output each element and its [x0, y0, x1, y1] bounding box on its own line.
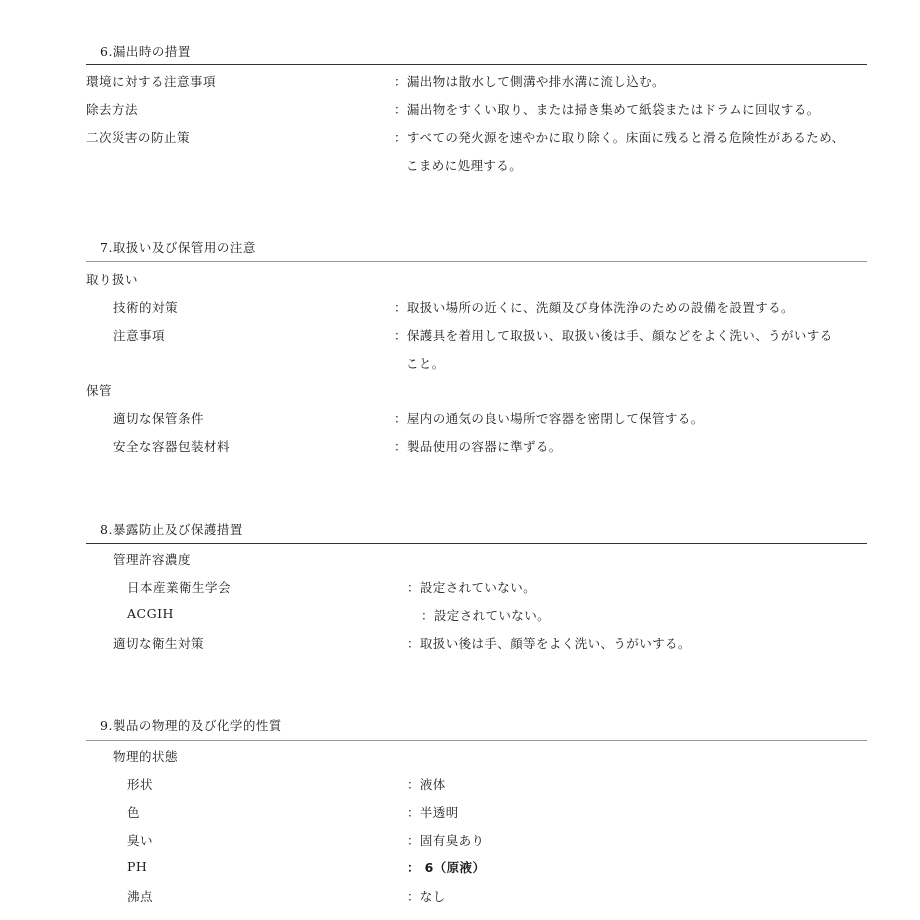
s7-label-caution: 注意事項 [113, 328, 166, 343]
s9-label-color: 色 [127, 805, 141, 820]
s6-value-environment: ：漏出物は散水して側溝や排水溝に流し込む。 [394, 74, 665, 89]
s7-value-caution-cont: こと。 [406, 356, 445, 371]
s9-value-odor: ：固有臭あり [407, 833, 485, 848]
s7-value-technical: ：取扱い場所の近くに、洗顔及び身体洗浄のための設備を設置する。 [394, 300, 794, 315]
s7-label-technical: 技術的対策 [113, 300, 179, 315]
s9-label-ph: PH [127, 859, 148, 874]
s9-label-boiling: 沸点 [127, 889, 154, 904]
section-6-title: 6.漏出時の措置 [100, 44, 191, 59]
section-7-rule [86, 261, 867, 262]
s9-value-color: ：半透明 [407, 805, 459, 820]
section-8-title: 8.暴露防止及び保護措置 [100, 522, 243, 537]
s9-value-boiling: ：なし [407, 889, 446, 904]
s7-handling-heading: 取り扱い [86, 272, 139, 287]
s7-label-container: 安全な容器包装材料 [113, 439, 231, 454]
s8-value-hygiene: ：取扱い後は手、顔等をよく洗い、うがいする。 [407, 636, 691, 651]
section-6-rule [86, 64, 867, 65]
s6-value-secondary: ：すべての発火源を速やかに取り除く。床面に残ると滑る危険性があるため、 [394, 130, 845, 145]
section-8-rule [86, 543, 867, 544]
s8-label-hygiene: 適切な衛生対策 [113, 636, 205, 651]
s6-label-secondary: 二次災害の防止策 [86, 130, 191, 145]
s9-label-shape: 形状 [127, 777, 154, 792]
section-7-title: 7.取扱い及び保管用の注意 [100, 240, 256, 255]
s8-value-jsoh: ：設定されていない。 [407, 580, 537, 595]
s6-value-removal: ：漏出物をすくい取り、または掃き集めて紙袋またはドラムに回収する。 [394, 102, 820, 117]
section-9-rule [86, 740, 867, 741]
s7-storage-heading: 保管 [86, 383, 113, 398]
s7-value-caution: ：保護具を着用して取扱い、取扱い後は手、顔などをよく洗い、うがいする [394, 328, 833, 343]
s9-value-ph: ： 6（原液） [407, 860, 486, 875]
s8-label-acgih: ACGIH [127, 606, 174, 621]
s7-label-storage-cond: 適切な保管条件 [113, 411, 205, 426]
section-9-title: 9.製品の物理的及び化学的性質 [100, 718, 282, 733]
s9-label-odor: 臭い [127, 833, 154, 848]
s9-sub-heading: 物理的状態 [113, 749, 179, 764]
s6-label-removal: 除去方法 [86, 102, 139, 117]
s8-label-jsoh: 日本産業衛生学会 [127, 580, 232, 595]
s6-value-secondary-cont: こまめに処理する。 [406, 158, 523, 173]
s7-value-container: ：製品使用の容器に準ずる。 [394, 439, 562, 454]
s7-value-storage-cond: ：屋内の通気の良い場所で容器を密閉して保管する。 [394, 411, 704, 426]
s9-value-shape: ：液体 [407, 777, 446, 792]
s8-sub-heading: 管理許容濃度 [113, 552, 192, 567]
s6-label-environment: 環境に対する注意事項 [86, 74, 217, 89]
s8-value-acgih: ：設定されていない。 [421, 608, 551, 623]
